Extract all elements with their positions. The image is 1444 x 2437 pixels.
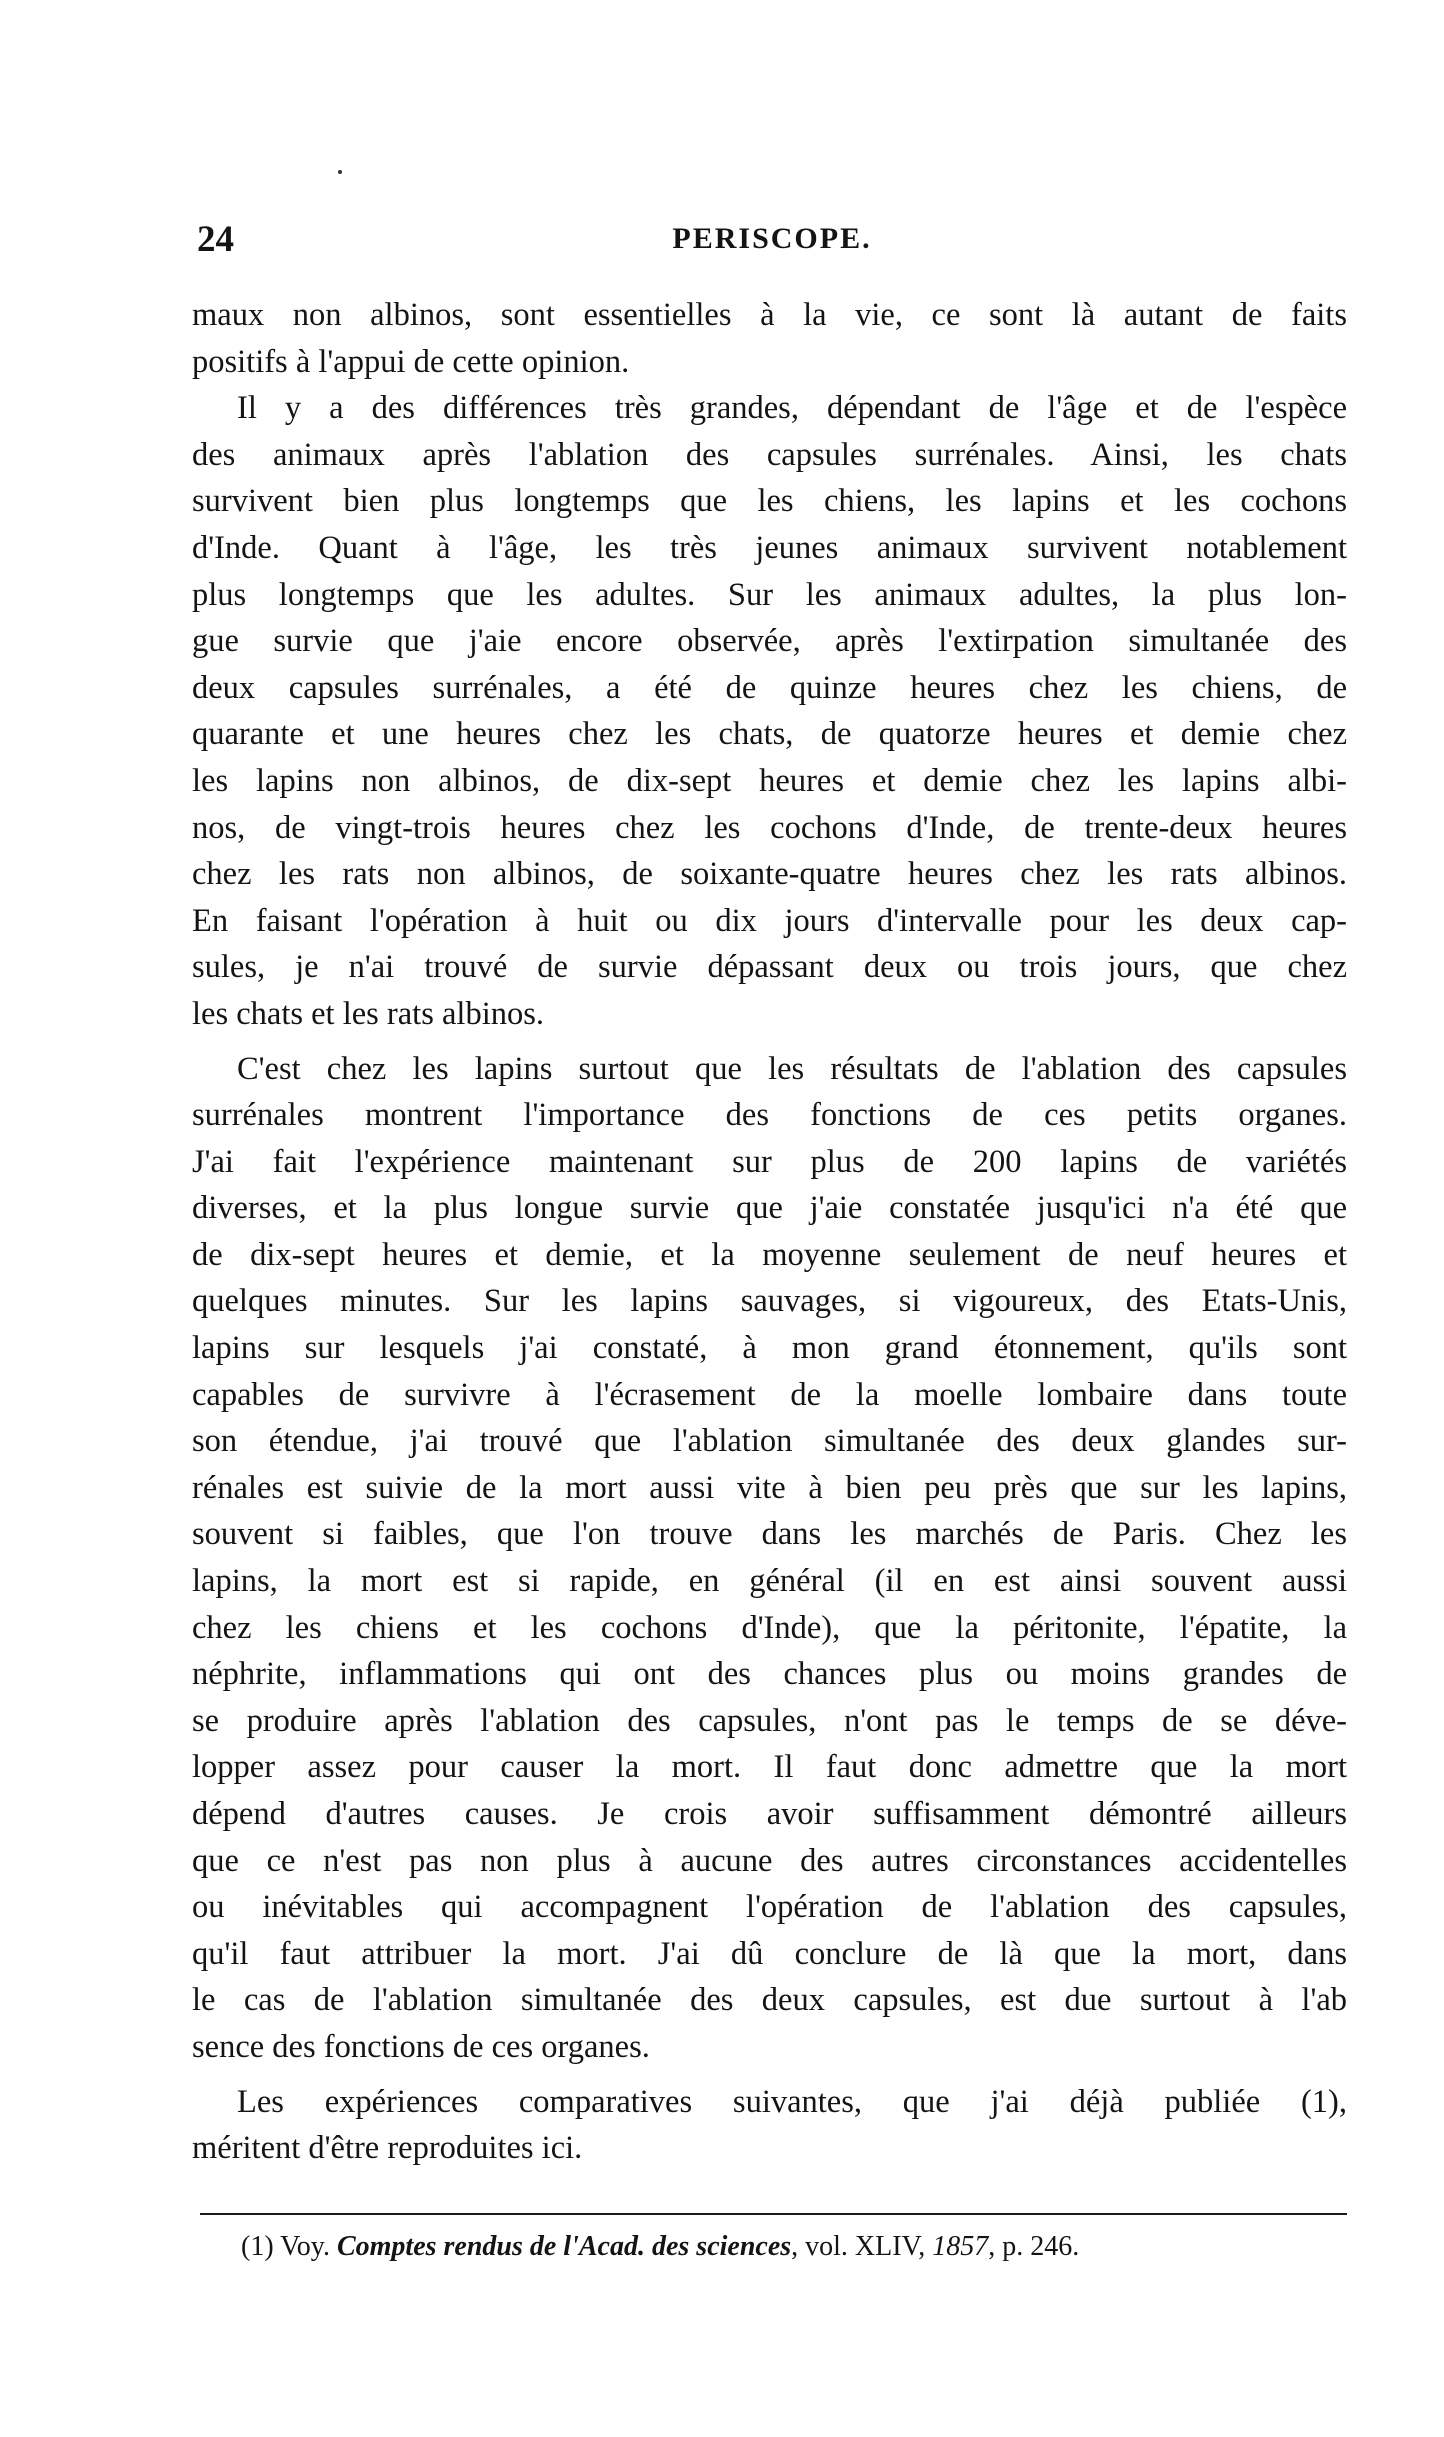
text-line: Il y a des différences très grandes, dépendant de l'âge et de l'espèce <box>237 390 1347 427</box>
text-line: dépend d'autres causes. Je crois avoir suffisamment démontré ailleurs <box>192 1796 1347 1832</box>
text-line: quarante et une heures chez les chats, de quatorze heures et demie chez <box>192 716 1347 753</box>
text-line: quelques minutes. Sur les lapins sauvages, si vigoureux, des Etats-Unis, <box>192 1283 1347 1320</box>
text-line: maux non albinos, sont essentielles à la vie, ce sont là autant de faits <box>192 297 1347 333</box>
text-line: les lapins non albinos, de dix-sept heures et demie chez les lapins albi- <box>192 762 1347 799</box>
footnote-journal: Comptes rendus de l'Acad. des sciences <box>336 2231 792 2262</box>
text-line: survivent bien plus longtemps que les chiens, les lapins et les cochons <box>192 483 1347 520</box>
text-line: sules, je n'ai trouvé de survie dépassant deux ou trois jours, que chez <box>192 949 1347 986</box>
footnote-page: p. 246. <box>1002 2231 1080 2262</box>
text-line: capables de survivre à l'écrasement de la moelle lombaire dans toute <box>192 1376 1347 1413</box>
text-line: les chats et les rats albinos. <box>192 995 544 1032</box>
text-line: gue survie que j'aie encore observée, après l'extirpation simultanée des <box>192 623 1347 660</box>
text-line: positifs à l'appui de cette opinion. <box>192 343 630 380</box>
footnote-year: 1857 <box>932 2231 989 2262</box>
text-line: chez les rats non albinos, de soixante-quatre heures chez les rats albinos. <box>192 856 1347 893</box>
text-line: Les expériences comparatives suivantes, que j'ai déjà publiée (1), <box>237 2083 1347 2120</box>
paragraph-3 <box>192 1046 1347 2071</box>
running-head <box>197 218 1347 268</box>
stray-mark <box>338 170 342 174</box>
text-line: lapins sur lesquels j'ai constaté, à mon grand étonnement, qu'ils sont <box>192 1330 1347 1367</box>
text-line: rénales est suivie de la mort aussi vite à bien peu près que sur les lapins, <box>192 1469 1347 1506</box>
page-number: 24 <box>197 219 234 260</box>
text-line: d'Inde. Quant à l'âge, les très jeunes animaux survivent notablement <box>192 529 1347 566</box>
paragraph-4 <box>192 2079 1347 2172</box>
text-line: lapins, la mort est si rapide, en général (il en est ainsi souvent aussi <box>192 1563 1347 1600</box>
text-line: surrénales montrent l'importance des fonctions de ces petits organes. <box>192 1097 1347 1134</box>
footnote-prefix: Voy. <box>280 2231 330 2262</box>
footnote: (1) Voy. Comptes rendus de l'Acad. des sciences, vol. XLIV, 1857, p. 246. <box>241 2231 1080 2262</box>
text-line: En faisant l'opération à huit ou dix jours d'intervalle pour les deux cap- <box>192 902 1347 939</box>
paragraph-2 <box>192 385 1347 1037</box>
text-line: le cas de l'ablation simultanée des deux capsules, est due surtout à l'ab <box>192 1982 1347 2019</box>
text-line: deux capsules surrénales, a été de quinze heures chez les chiens, de <box>192 669 1347 706</box>
text-line: de dix-sept heures et demie, et la moyenne seulement de neuf heures et <box>192 1236 1347 1273</box>
footnote-marker: (1) <box>241 2231 274 2262</box>
footnote-volume: vol. XLIV <box>805 2231 919 2262</box>
text-line: son étendue, j'ai trouvé que l'ablation simultanée des deux glandes sur- <box>192 1423 1347 1460</box>
paragraph-1 <box>192 292 1347 385</box>
footnote-rule <box>200 2213 1347 2215</box>
text-line: chez les chiens et les cochons d'Inde), que la péritonite, l'épatite, la <box>192 1609 1347 1646</box>
text-line: néphrite, inflammations qui ont des chances plus ou moins grandes de <box>192 1656 1347 1693</box>
text-line: ou inévitables qui accompagnent l'opération de l'ablation des capsules, <box>192 1889 1347 1926</box>
text-line: se produire après l'ablation des capsules, n'ont pas le temps de se déve- <box>192 1702 1347 1739</box>
text-line: méritent d'être reproduites ici. <box>192 2130 583 2167</box>
text-line: J'ai fait l'expérience maintenant sur plus de 200 lapins de variétés <box>192 1143 1347 1180</box>
text-line: diverses, et la plus longue survie que j'aie constatée jusqu'ici n'a été que <box>192 1190 1347 1227</box>
text-line: plus longtemps que les adultes. Sur les animaux adultes, la plus lon- <box>192 576 1347 613</box>
text-line: que ce n'est pas non plus à aucune des autres circonstances accidentelles <box>192 1842 1347 1879</box>
text-line: lopper assez pour causer la mort. Il faut donc admettre que la mort <box>192 1749 1347 1786</box>
text-line: souvent si faibles, que l'on trouve dans les marchés de Paris. Chez les <box>192 1516 1347 1553</box>
body-text <box>192 292 1347 2172</box>
text-line: qu'il faut attribuer la mort. J'ai dû conclure de là que la mort, dans <box>192 1935 1347 1972</box>
text-line: sence des fonctions de ces organes. <box>192 2028 650 2065</box>
text-line: C'est chez les lapins surtout que les résultats de l'ablation des capsules <box>237 1050 1347 1087</box>
text-line: nos, de vingt-trois heures chez les cochons d'Inde, de trente-deux heures <box>192 809 1347 846</box>
running-title: PERISCOPE. <box>672 222 872 255</box>
text-line: des animaux après l'ablation des capsules surrénales. Ainsi, les chats <box>192 436 1347 473</box>
